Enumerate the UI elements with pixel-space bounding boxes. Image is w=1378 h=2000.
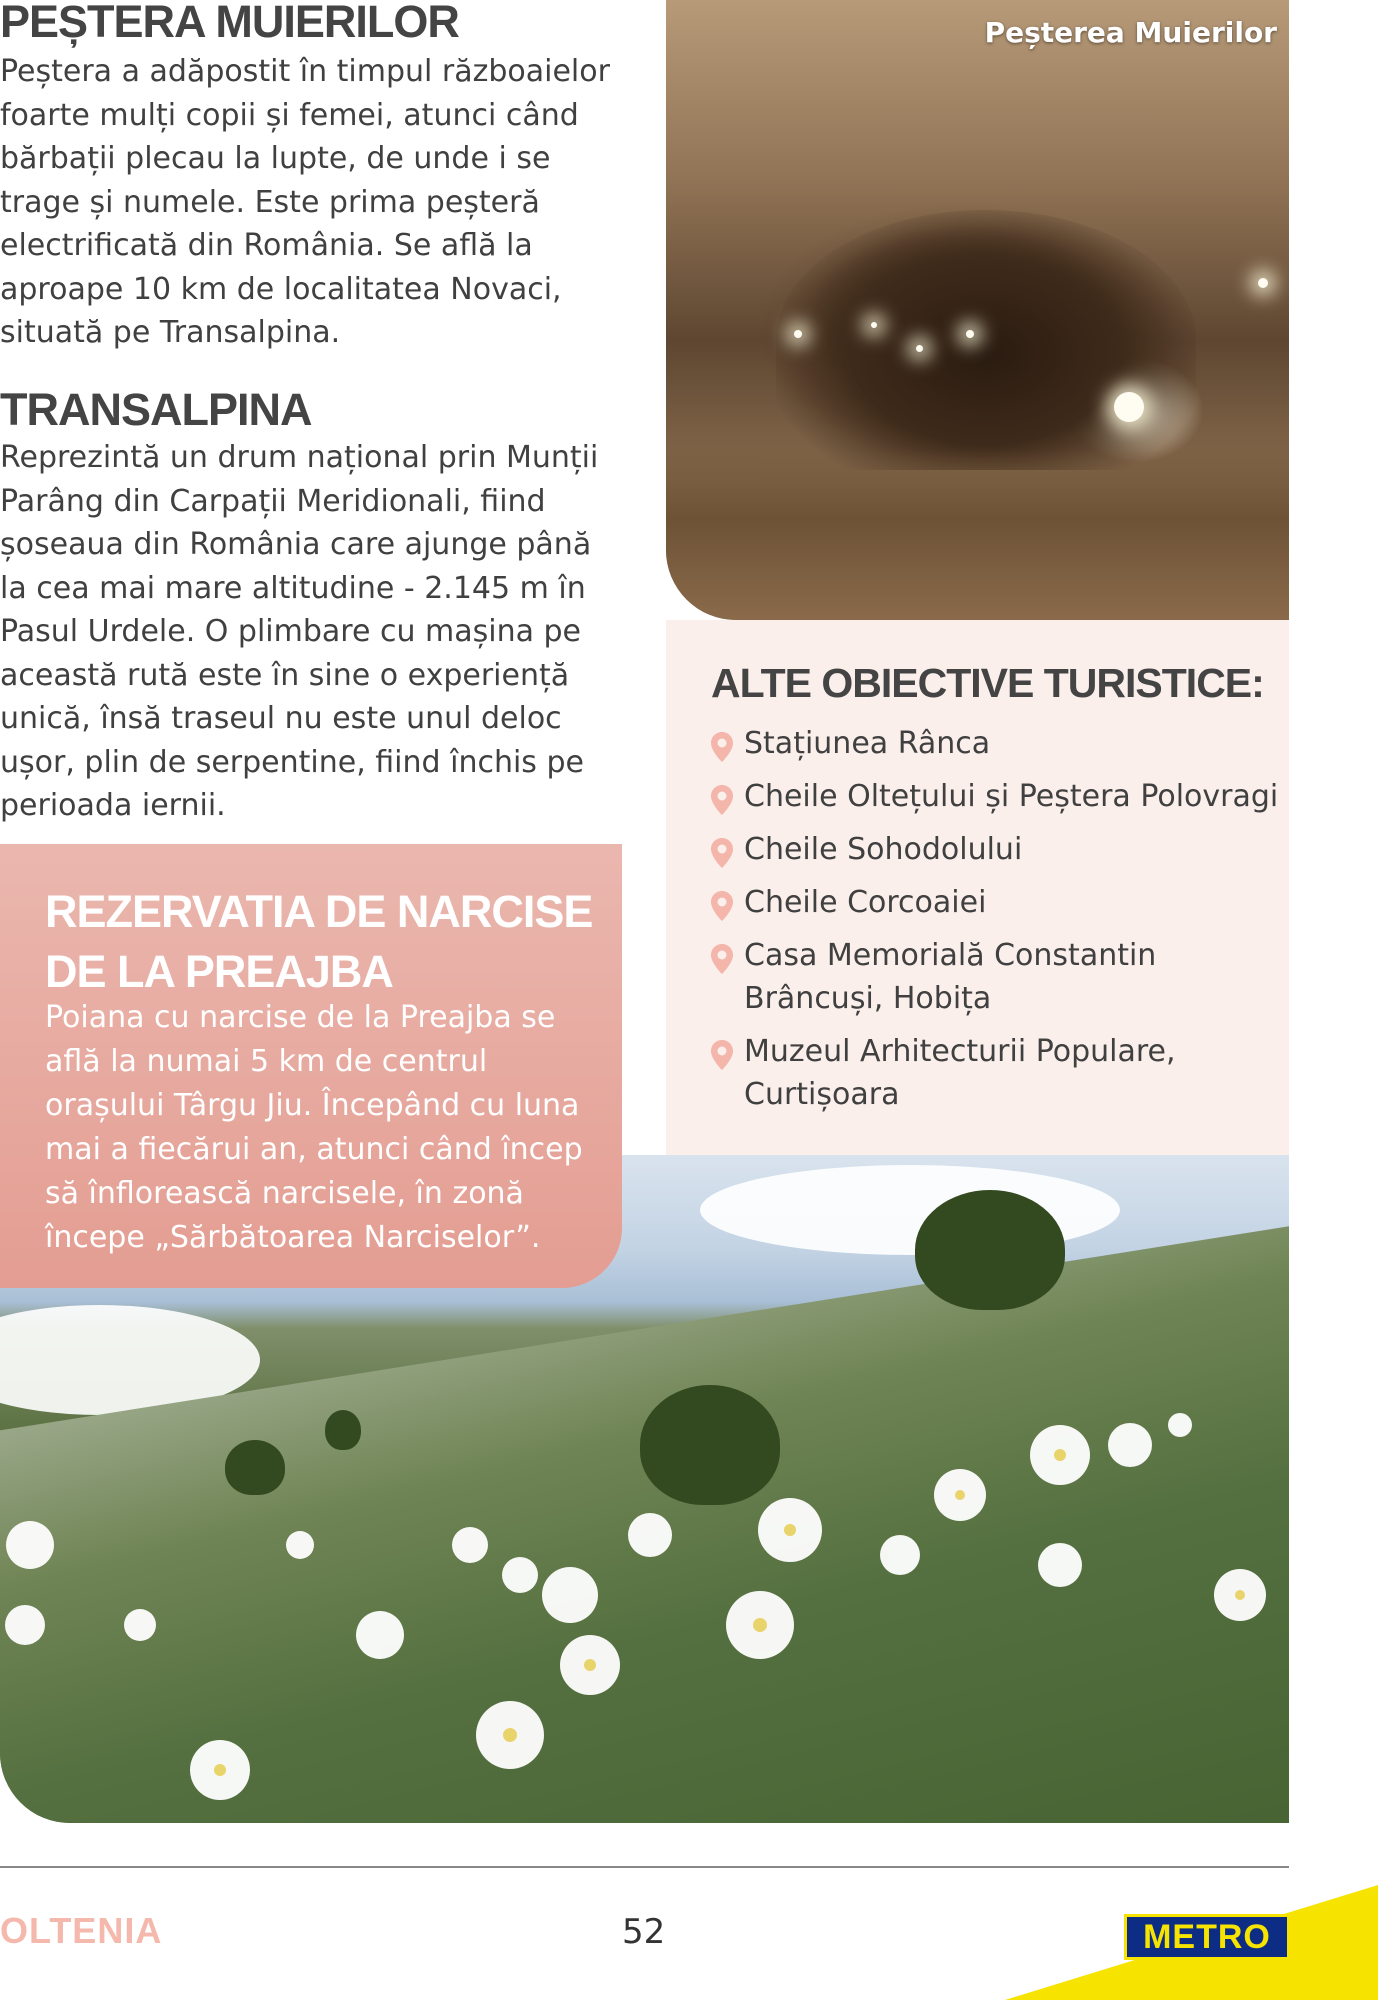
transalpina-text: Reprezintă un drum național prin Munții Parâng din Carpații Meridionali, fiind șoseaua din România care ajunge până la cea mai mare altitudine - 2.145 m în Pasul Urdele. O plimbare cu mașina pe această rută este în sine o experiență unică, însă traseul nu este unul deloc ușor, plin de serpentine, fiind închis pe perioada iernii. <box>0 440 599 823</box>
alte-obiective-title: ALTE OBIECTIVE TURISTICE: <box>711 660 1264 706</box>
cave-photo-caption: Peșterea Muierilor <box>984 16 1277 49</box>
metro-logo: METRO <box>1124 1914 1290 1960</box>
rezervatia-text: Poiana cu narcise de la Preajba se află la numai 5 km de centrul orașului Târgu Jiu. Începând cu luna mai a fiecărui an, atunci când încep să înflorească narcisele, în zonă începe „Sărbătoarea Narciselor”. <box>45 1000 583 1255</box>
list-item-label: Stațiunea Rânca <box>744 726 991 761</box>
rezervatia-title: REZERVATIA DE NARCISE DE LA PREAJBA <box>45 886 593 997</box>
pestera-text: Peștera a adăpostit în timpul războaielor foarte mulți copii și femei, atunci când bărbații plecau la lupte, de unde i se trage și numele. Este prima peșteră electrificată din România. Se află la aproape 10 km de localitatea Novaci, situată pe Transalpina. <box>0 54 610 350</box>
footer-region: OLTENIA <box>0 1910 163 1951</box>
list-item-label: Cheile Sohodolului <box>744 832 1023 867</box>
transalpina-title: TRANSALPINA <box>0 384 312 435</box>
page-number: 52 <box>622 1912 666 1952</box>
list-item-label: Cheile Corcoaiei <box>744 885 987 920</box>
list-item-label: Casa Memorială Constantin Brâncuși, Hobița <box>744 938 1157 1016</box>
list-item-label: Muzeul Arhitecturii Populare, Curtișoara <box>744 1034 1176 1112</box>
pestera-title: PEȘTERA MUIERILOR <box>0 0 459 47</box>
list-item-label: Cheile Oltețului și Peștera Polovragi <box>744 779 1279 814</box>
